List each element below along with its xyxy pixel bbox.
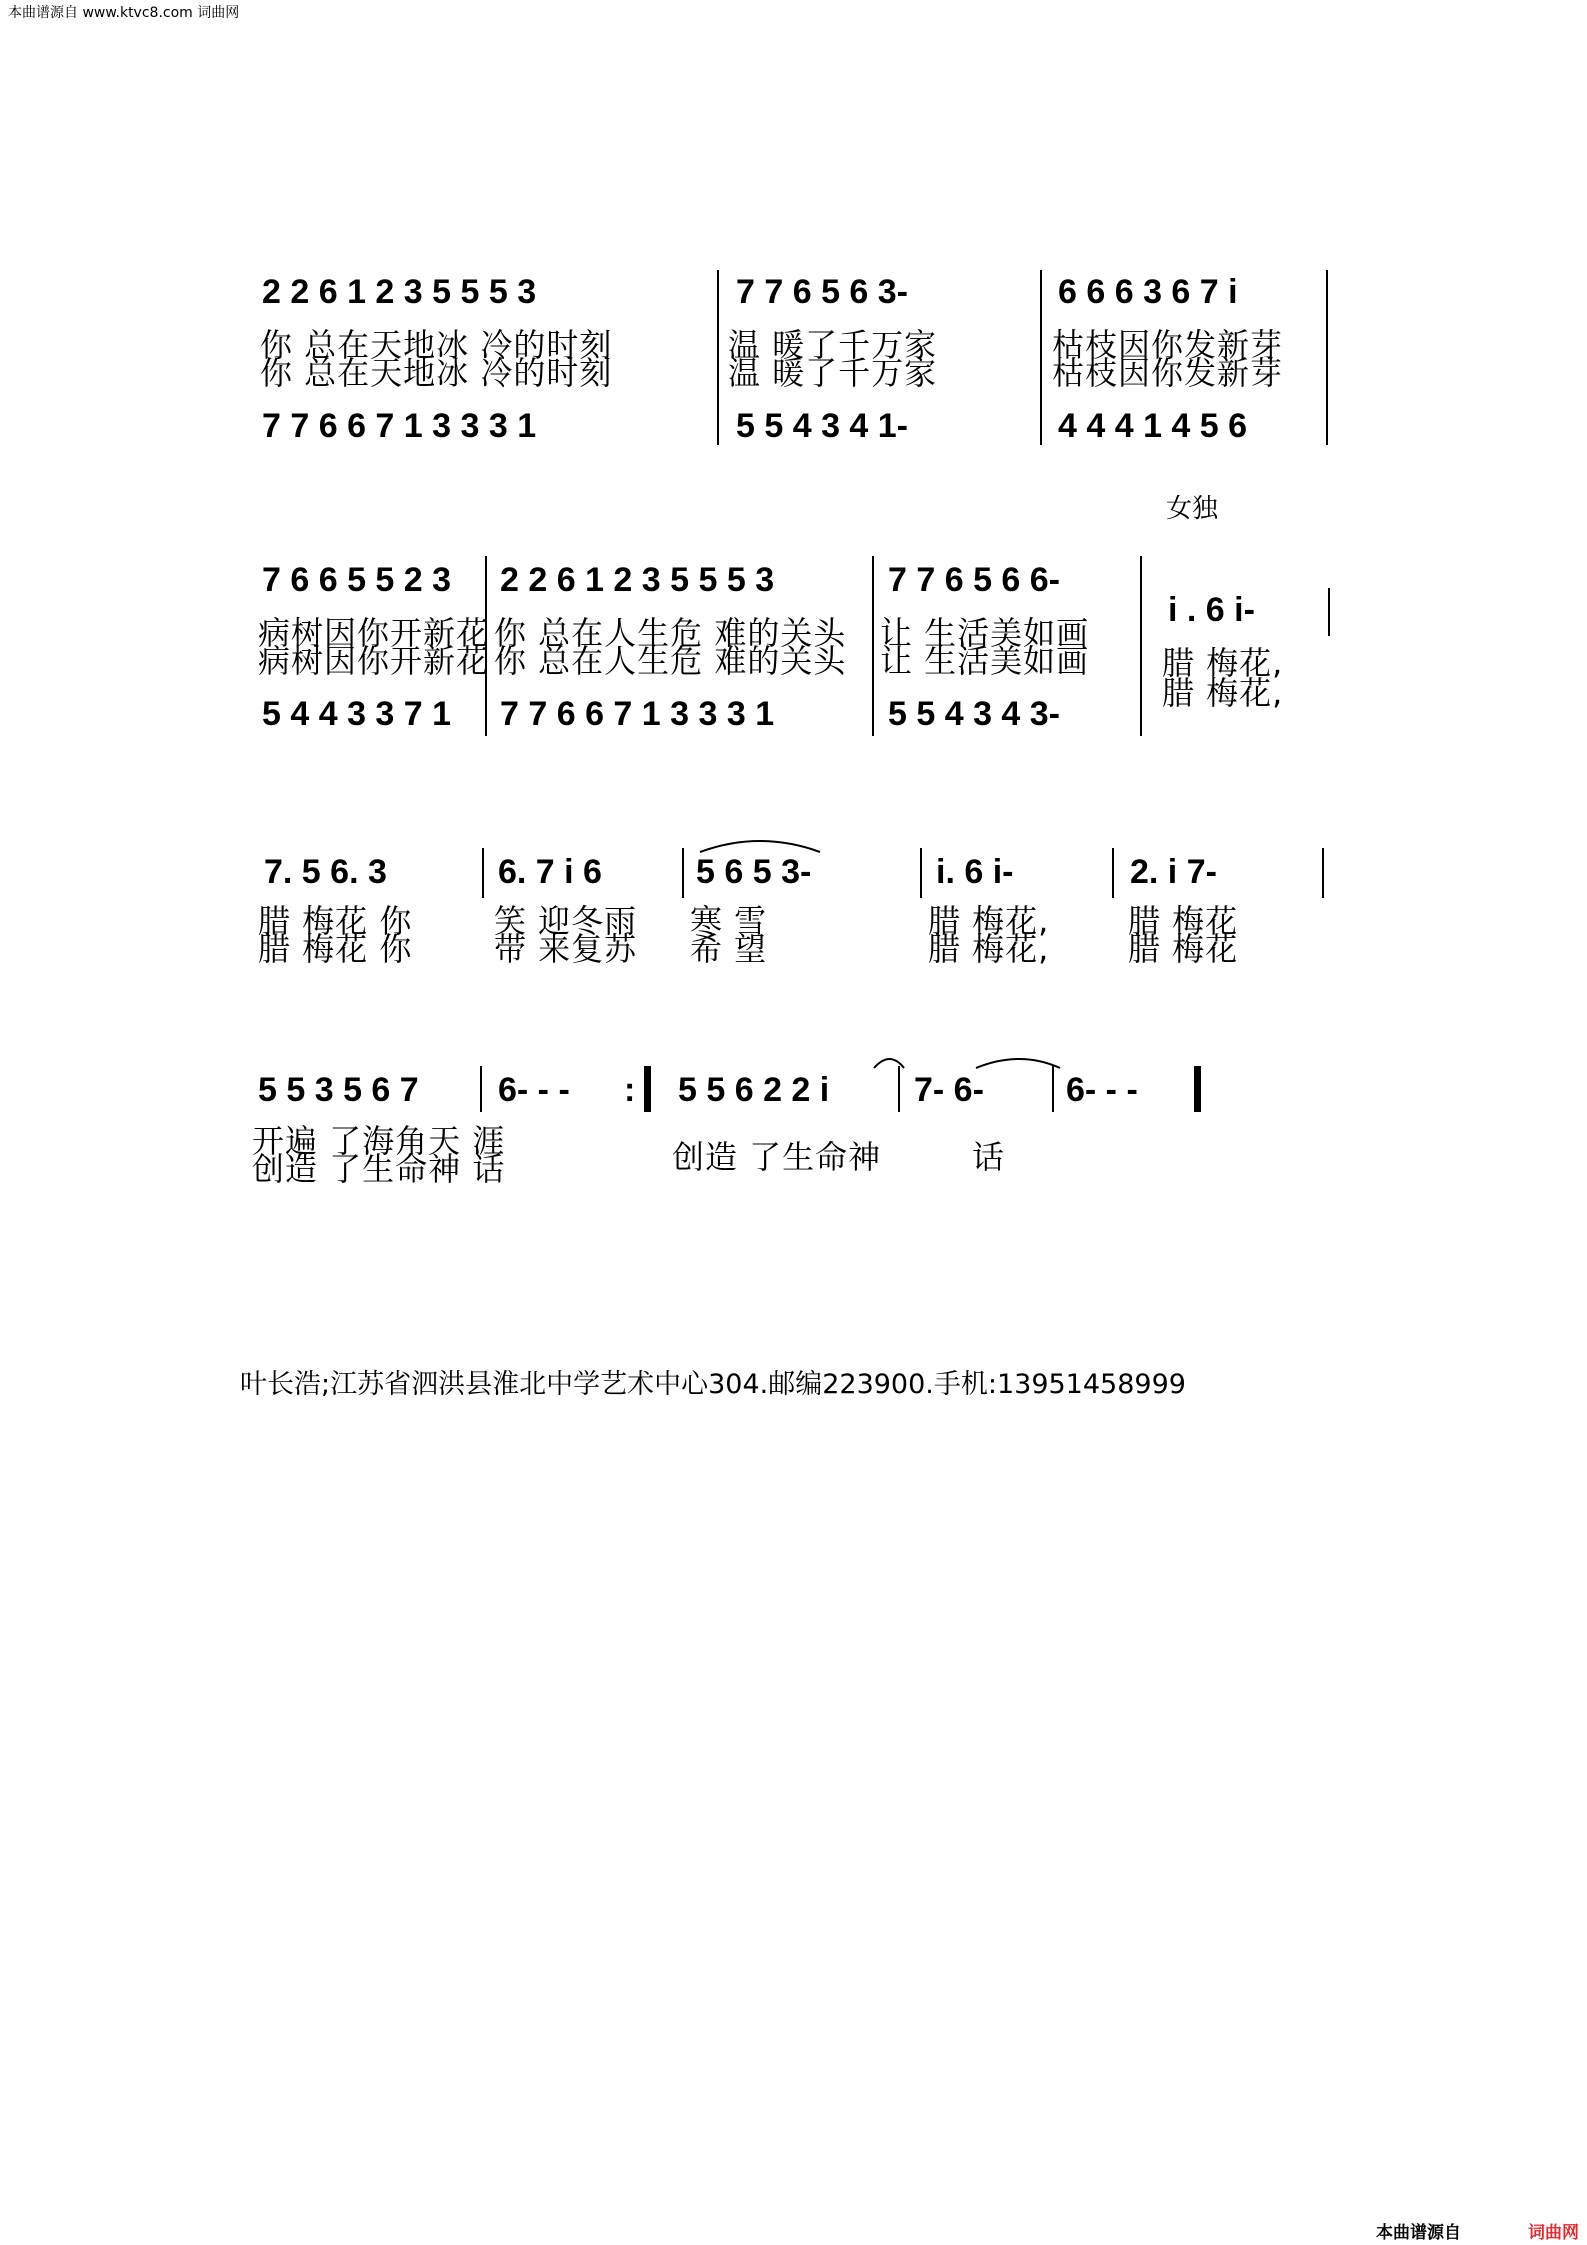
- s2-lyric2-m2: 你 总在人生危 难的关头: [494, 642, 847, 680]
- s2-bottom-measure-2: 7 7 6 6 7 1 3 3 3 1: [500, 695, 775, 733]
- slur: [976, 1059, 1060, 1068]
- s2-lyric1-m4: 腊 梅花,: [1162, 644, 1284, 682]
- s4-measure-1: 5 5 3 5 6 7: [258, 1071, 419, 1109]
- s4-lyric2-m1: 创造 了生命神 话: [252, 1150, 506, 1188]
- corner-source-label: 本曲谱源自: [1376, 2223, 1461, 2243]
- s1-lyric1-m2: 温 暖了千万家: [728, 326, 938, 364]
- corner-site-label: 词曲网: [1528, 2223, 1579, 2243]
- s2-top-measure-1: 7 6 6 5 5 2 3: [262, 561, 452, 599]
- s4-measure-2: 6- - -: [498, 1071, 570, 1109]
- s2-lyric1-m3: 让 生活美如画: [880, 614, 1090, 652]
- s3-lyric1-m5: 腊 梅花: [1128, 902, 1239, 940]
- s2-lyric2-m1: 病树因你开新花: [258, 642, 490, 680]
- s1-lyric2-m3: 枯枝因你发新芽: [1052, 354, 1284, 392]
- s3-lyric1-m1: 腊 梅花 你: [258, 902, 413, 940]
- s3-lyric1-m4: 腊 梅花,: [928, 902, 1050, 940]
- s4-lyric2-m3: 创造 了生命神: [672, 1138, 882, 1176]
- s3-measure-4: i. 6 i-: [936, 853, 1014, 891]
- s3-lyric2-m3: 希 望: [690, 930, 768, 968]
- header-source: 本曲谱源自 www.ktvc8.com 词曲网: [8, 5, 240, 21]
- s4-lyric1-m1: 开遍 了海角天 涯: [252, 1122, 506, 1160]
- s2-top-measure-4: i . 6 i-: [1168, 591, 1255, 629]
- s1-top-measure-2: 7 7 6 5 6 3-: [736, 273, 909, 311]
- s3-lyric2-m1: 腊 梅花 你: [258, 930, 413, 968]
- s2-bottom-measure-1: 5 4 4 3 3 7 1: [262, 695, 452, 733]
- s2-top-measure-3: 7 7 6 5 6 6-: [888, 561, 1061, 599]
- s3-measure-1: 7. 5 6. 3: [264, 853, 387, 891]
- s3-lyric1-m3: 寒 雪: [690, 902, 768, 940]
- s1-lyric2-m2: 温 暖了千万家: [728, 354, 938, 392]
- s4-measure-4: 7- 6-: [914, 1071, 984, 1109]
- s3-measure-5: 2. i 7-: [1130, 853, 1217, 891]
- slur: [874, 1059, 904, 1068]
- s3-measure-3: 5 6 5 3-: [696, 853, 812, 891]
- s1-lyric1-m1: 你 总在天地冰 冷的时刻: [260, 326, 613, 364]
- s1-bottom-measure-1: 7 7 6 6 7 1 3 3 3 1: [262, 407, 537, 445]
- s3-measure-2: 6. 7 i 6: [498, 853, 602, 891]
- s3-lyric2-m4: 腊 梅花,: [928, 930, 1050, 968]
- s2-lyric2-m4: 腊 梅花,: [1162, 674, 1284, 712]
- s2-lyric2-m3: 让 生活美如画: [880, 642, 1090, 680]
- s3-lyric2-m2: 带 来复苏: [494, 930, 638, 968]
- s2-bottom-measure-3: 5 5 4 3 4 3-: [888, 695, 1061, 733]
- repeat-sign: :: [624, 1071, 636, 1109]
- s1-bottom-measure-2: 5 5 4 3 4 1-: [736, 407, 909, 445]
- s2-lyric1-m1: 病树因你开新花: [258, 614, 490, 652]
- footer-contact: 叶长浩;江苏省泗洪县淮北中学艺术中心304.邮编223900.手机:13951458999: [240, 1369, 1186, 1400]
- female-solo-label: 女独: [1166, 494, 1219, 524]
- s4-measure-3: 5 5 6 2 2 i: [678, 1071, 830, 1109]
- s1-top-measure-3: 6 6 6 3 6 7 i: [1058, 273, 1238, 311]
- s2-top-measure-2: 2 2 6 1 2 3 5 5 5 3: [500, 561, 775, 599]
- s1-top-measure-1: 2 2 6 1 2 3 5 5 5 3: [262, 273, 537, 311]
- slur: [700, 841, 820, 852]
- s1-lyric1-m3: 枯枝因你发新芽: [1052, 326, 1284, 364]
- s1-lyric2-m1: 你 总在天地冰 冷的时刻: [260, 354, 613, 392]
- s1-bottom-measure-3: 4 4 4 1 4 5 6: [1058, 407, 1248, 445]
- s3-lyric1-m2: 笑 迎冬雨: [494, 902, 638, 940]
- s2-lyric1-m2: 你 总在人生危 难的关头: [494, 614, 847, 652]
- s4-measure-5: 6- - -: [1066, 1071, 1138, 1109]
- s3-lyric2-m5: 腊 梅花: [1128, 930, 1239, 968]
- s4-lyric2-m4: 话: [972, 1138, 1006, 1176]
